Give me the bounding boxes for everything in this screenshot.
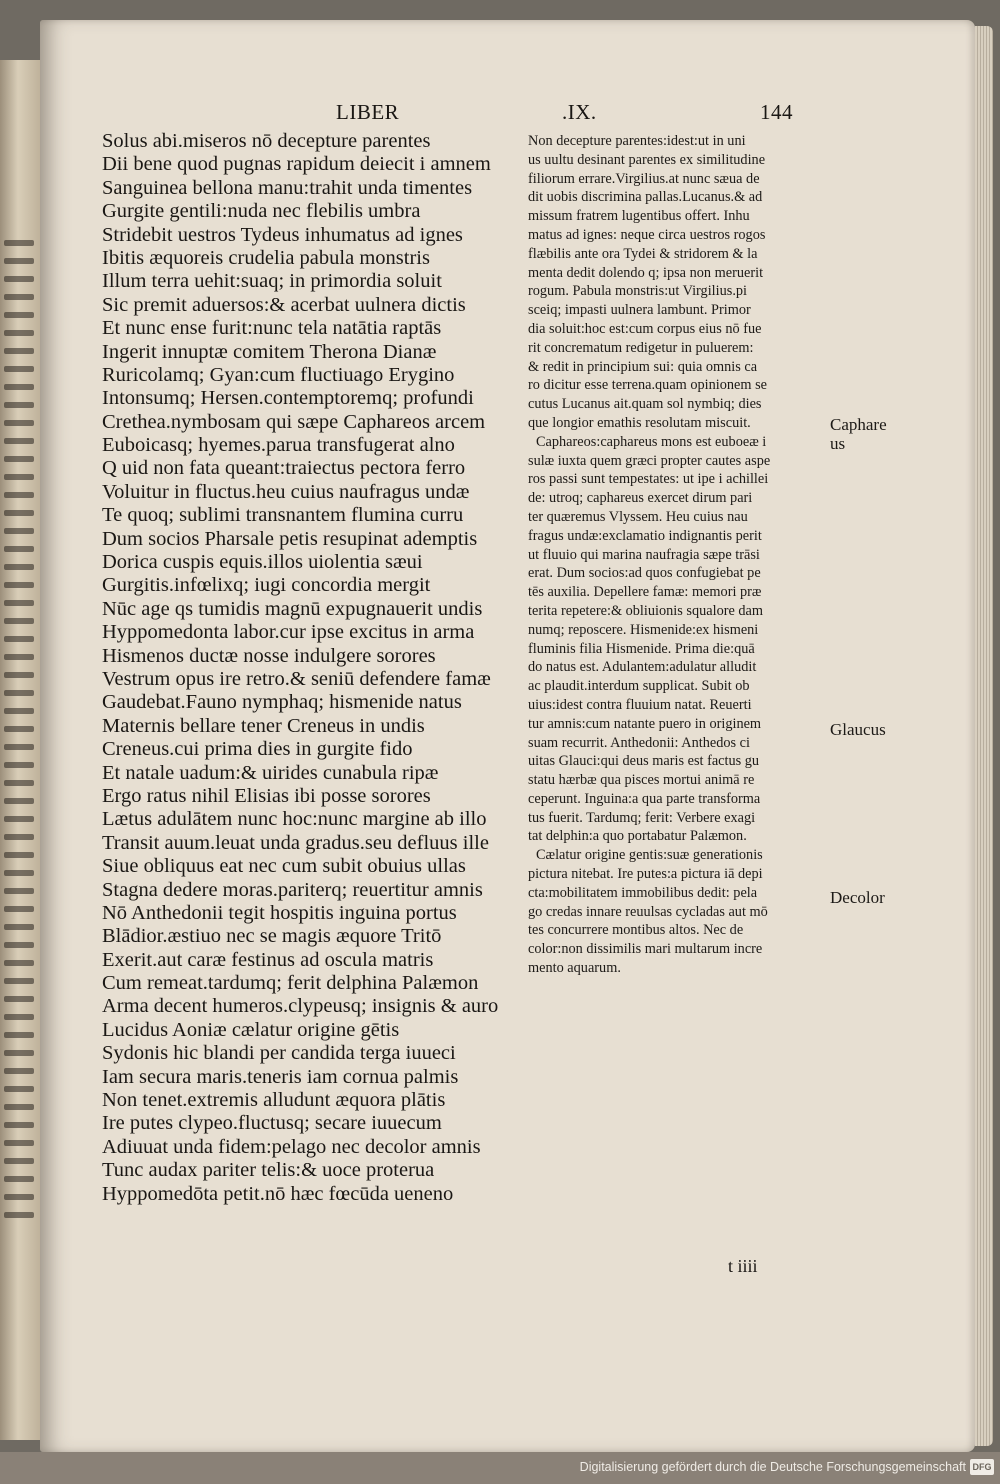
verse-line: Nō Anthedonii tegit hospitis inguina portus — [102, 901, 457, 924]
margin-note-glaucus: Glaucus — [830, 720, 886, 739]
commentary-line: cta:mobilitatem immobilibus dedit: pela — [528, 884, 758, 901]
commentary-line: tat delphin:a quo portabatur Palæmon. — [528, 828, 747, 845]
verse-line: Hyppomedonta labor.cur ipse excitus in arma — [102, 621, 475, 644]
commentary-line: us uultu desinant parentes ex similitudine — [528, 151, 766, 168]
signature-mark: t iiii — [728, 1256, 758, 1276]
verse-line: Lucidus Aoniæ cælatur origine gētis — [102, 1018, 400, 1041]
commentary-line: matus ad ignes: neque circa uestros rogos — [528, 226, 766, 243]
verse-line: Vestrum opus ire retro.& seniū defendere famæ — [102, 667, 491, 690]
verse-line: Hyppomedōta petit.nō hæc fœcūda ueneno — [102, 1182, 454, 1205]
verse-line: Non tenet.extremis alludunt æquora plātis — [102, 1089, 446, 1112]
verse-line: Stridebit uestros Tydeus inhumatus ad ignes — [102, 223, 463, 246]
verse-line: Lætus adulātem nunc hoc:nunc margine ab illo — [102, 808, 487, 831]
verse-line: Illum terra uehit:suaq; in primordia soluit — [102, 270, 442, 293]
verse-line: Ire putes clypeo.fluctusq; secare iuuecum — [102, 1112, 442, 1135]
verse-line: Exerit.aut caræ festinus ad oscula matris — [102, 948, 434, 971]
verse-line: Gurgite gentili:nuda nec flebilis umbra — [102, 200, 421, 223]
commentary-line: rit concrematum redigetur in puluerem: — [528, 339, 754, 356]
commentary-line: missum fratrem lugentibus offert. Inhu — [528, 208, 750, 225]
verse-line: Ergo ratus nihil Elisias ibi posse sorores — [102, 784, 431, 807]
commentary-line: terita repetere:& obliuionis squalore dam — [528, 602, 764, 619]
verse-line: Nūc age qs tumidis magnū expugnauerit undis — [102, 597, 483, 620]
commentary-line: suam recurrit. Anthedonii: Anthedos ci — [528, 734, 750, 751]
commentary-line: ro dicitur esse terrena.quam opinionem se — [528, 377, 767, 394]
verse-line: Q uid non fata queant:traiectus pectora ferro — [102, 457, 466, 480]
header-liber: LIBER — [336, 100, 400, 124]
commentary-line: fluminis filia Hismenide. Prima die:quā — [528, 640, 755, 657]
verse-line: Ingerit innuptæ comitem Therona Dianæ — [102, 340, 437, 363]
commentary-line: do natus est. Adulantem:adulatur alludit — [528, 659, 757, 676]
verse-line: Sanguinea bellona manu:trahit unda timentes — [102, 176, 473, 199]
verse-line: Te quoq; sublimi transnantem flumina curru — [102, 504, 464, 527]
verse-line: Crethea.nymbosam qui sæpe Caphareos arcem — [102, 410, 486, 433]
commentary-line: ut fluuio qui marina naufragia sæpe trāsi — [528, 546, 760, 563]
commentary-line: uius:idest contra fluuium natat. Reuerti — [528, 696, 752, 713]
commentary-line: pictura nitebat. Ire putes:a pictura iā depi — [528, 866, 763, 883]
verse-line: Transit auum.leuat unda gradus.seu defluus ille — [102, 831, 489, 854]
commentary-line: tur amnis:cum natante puero in originem — [528, 715, 762, 732]
commentary-line: sceiq; impasti uulnera lambunt. Primor — [528, 302, 751, 319]
commentary-line: go credas innare reuulsas cycladas aut mō — [528, 903, 768, 920]
commentary-line: filiorum errare.Virgilius.at nunc sæua de — [528, 170, 760, 187]
commentary-line: cutus Lucanus ait.quam sol nymbiq; dies — [528, 396, 762, 413]
verse-line: Solus abi.miseros nō decepture parentes — [102, 130, 431, 152]
verse-line: Ibitis æquoreis crudelia pabula monstris — [102, 246, 430, 269]
verse-line: Arma decent humeros.clypeusq; insignis & auro — [102, 995, 499, 1018]
verse-line: Voluitur in fluctus.heu cuius naufragus undæ — [102, 480, 470, 503]
commentary-line: Non decepture parentes:idest:ut in uni — [528, 133, 746, 149]
commentary-line: de: utroq; caphareus exercet dirum pari — [528, 490, 753, 507]
verse-line: Maternis bellare tener Creneus in undis — [102, 714, 425, 737]
verse-line: Creneus.cui prima dies in gurgite fido — [102, 738, 413, 761]
commentary-line: dia soluit:hoc est:cum corpus eius nō fue — [528, 320, 762, 337]
commentary-line: ter quæremus Vlyssem. Heu cuius nau — [528, 508, 748, 525]
commentary-line: tes concurrere montibus altos. Nec de — [528, 922, 744, 939]
margin-note-decolor: Decolor — [830, 888, 885, 907]
commentary-line: Cælatur origine gentis:suæ generationis — [536, 847, 763, 864]
verse-line: Stagna dedere moras.pariterq; reuertitur amnis — [102, 878, 483, 901]
verse-line: Siue obliquus eat nec cum subit obuius ullas — [102, 855, 466, 878]
commentary-line: ac plaudit.interdum supplicat. Subit ob — [528, 678, 750, 695]
commentary-line: tus fuerit. Tardumq; ferit: Verbere exagi — [528, 809, 756, 826]
margin-note-caphareus: Caphare us — [830, 415, 887, 453]
verse-line: Euboicasq; hyemes.parua transfugerat alno — [102, 434, 455, 457]
commentary-line: fragus undæ:exclamatio indignantis perit — [528, 527, 762, 544]
commentary-line: mento aquarum. — [528, 960, 621, 977]
commentary-line: & redit in principium sui: quia omnis ca — [528, 358, 758, 375]
verse-line: Adiuuat unda fidem:pelago nec decolor amnis — [102, 1135, 481, 1158]
verse-column — [102, 130, 532, 1206]
footer-bar — [0, 1452, 1000, 1484]
verse-line: Dii bene quod pugnas rapidum deiecit i amnem — [102, 153, 491, 176]
verse-line: Gaudebat.Fauno nymphaq; hismenide natus — [102, 691, 462, 714]
verse-line: Hismenos ductæ nosse indulgere sorores — [102, 644, 436, 667]
folio-number: 144 — [760, 100, 793, 124]
running-header — [0, 100, 1000, 130]
verse-line: Et nunc ense furit:nunc tela natātia raptās — [102, 317, 442, 340]
verse-line: Gurgitis.infœlixq; iugi concordia mergit — [102, 574, 431, 597]
commentary-line: tēs auxilia. Depellere famæ: memori præ — [528, 584, 762, 601]
facing-page-edge — [0, 60, 40, 1440]
verse-line: Intonsumq; Hersen.contemptoremq; profundi — [102, 387, 474, 410]
commentary-line: statu hærbæ qua pisces mortui animā re — [528, 772, 755, 789]
dfg-logo: DFG — [970, 1459, 994, 1475]
commentary-column — [528, 132, 823, 978]
verse-line: Cum remeat.tardumq; ferit delphina Palæmon — [102, 972, 479, 995]
verse-line: Sic premit aduersos:& acerbat uulnera dictis — [102, 293, 466, 316]
page-stack-edge — [975, 26, 993, 1446]
verse-line: Et natale uadum:& uirides cunabula ripæ — [102, 761, 439, 784]
commentary-line: numq; reposcere. Hismenide:ex hismeni — [528, 621, 759, 638]
commentary-line: sulæ iuxta quem græci propter cautes aspe — [528, 452, 771, 469]
commentary-line: ceperunt. Inguina:a qua parte transforma — [528, 790, 761, 807]
verse-line: Tunc audax pariter telis:& uoce proterua — [102, 1159, 435, 1182]
commentary-line: Caphareos:caphareus mons est euboeæ i — [536, 433, 767, 450]
footer-credit: Digitalisierung gefördert durch die Deutsche Forschungsgemeinschaft — [579, 1460, 966, 1474]
verse-line: Iam secura maris.teneris iam cornua palmis — [102, 1065, 459, 1088]
verse-line: Dum socios Pharsale petis resupinat ademptis — [102, 527, 478, 550]
commentary-line: menta dedit dolendo q; ipsa non meruerit — [528, 264, 764, 281]
commentary-line: erat. Dum socios:ad quos confugiebat pe — [528, 565, 761, 582]
commentary-line: que longior emathis resolutam miscuit. — [528, 414, 751, 431]
commentary-line: color:non dissimilis mari multarum incre — [528, 941, 763, 958]
header-book-number: .IX. — [562, 100, 597, 124]
commentary-line: flæbilis ante ora Tydei & stridorem & la — [528, 245, 758, 262]
commentary-line: dit uobis discrimina pallas.Lucanus.& ad — [528, 189, 763, 206]
verse-line: Blādior.æstiuo nec se magis æquore Tritō — [102, 925, 442, 948]
verse-line: Dorica cuspis equis.illos uiolentia sæui — [102, 551, 423, 574]
verse-line: Ruricolamq; Gyan:cum fluctiuago Erygino — [102, 363, 455, 386]
commentary-line: ros passi sunt tempestates: ut ipe i achillei — [528, 471, 769, 488]
commentary-line: rogum. Pabula monstris:ut Virgilius.pi — [528, 283, 748, 300]
commentary-line: uitas Glauci:qui deus maris est factus gu — [528, 753, 760, 770]
verse-line: Sydonis hic blandi per candida terga iuueci — [102, 1042, 456, 1065]
